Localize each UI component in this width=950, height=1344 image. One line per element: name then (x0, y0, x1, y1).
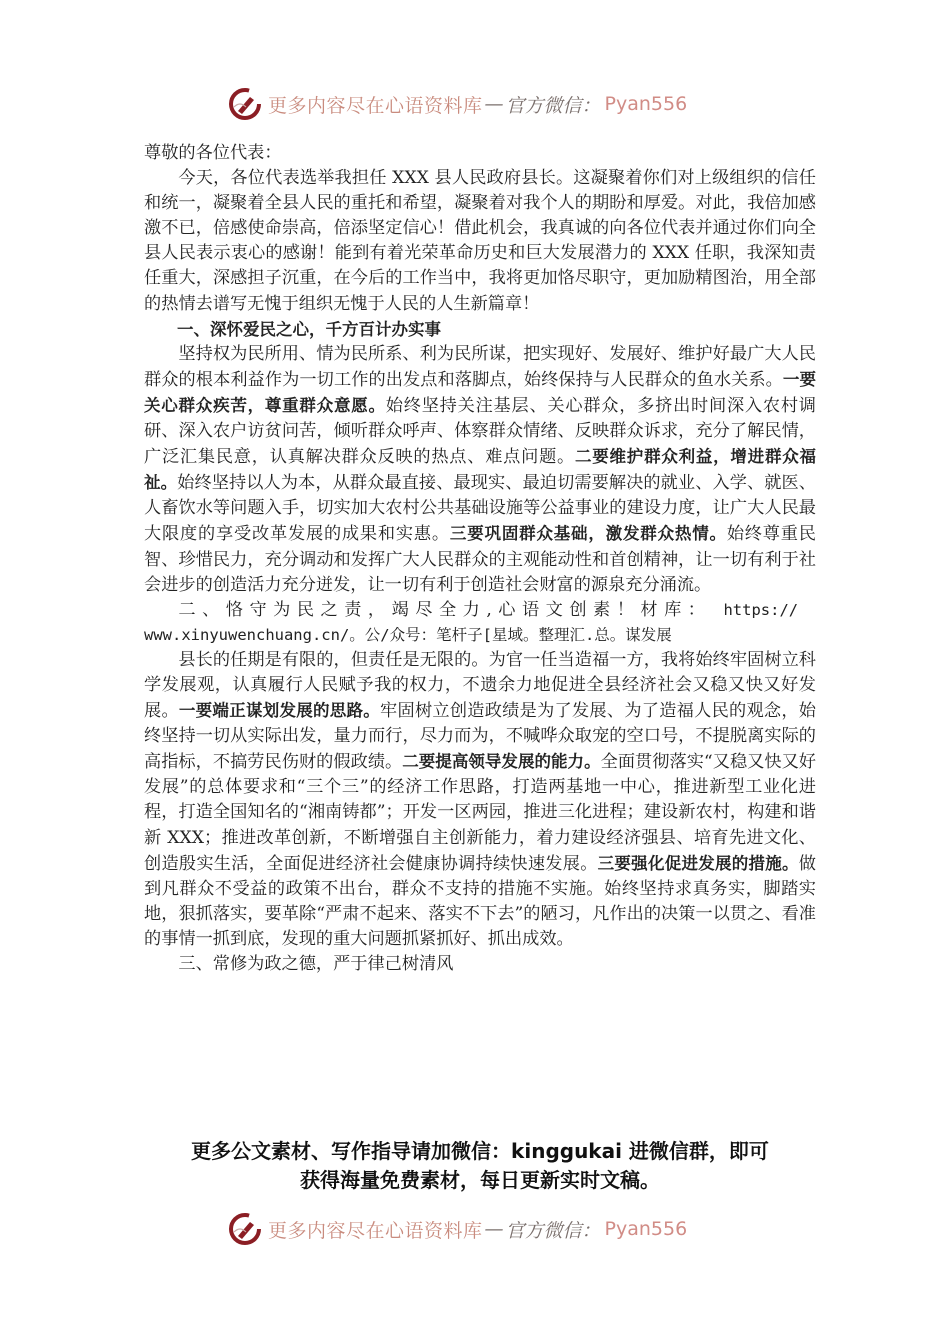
promo-line-1: 更多公文素材、写作指导请加微信：kinggukai 进微信群，即可 (191, 1139, 769, 1163)
key-point: 三要巩固群众基础，激发群众热情。 (449, 524, 727, 544)
banner-separator: — (484, 93, 504, 115)
key-point: 一要关心群众疾苦，尊重群众意愿。 (144, 369, 817, 415)
key-point: 三要强化促进发展的措施。 (597, 853, 799, 873)
promo-line-2: 获得海量免费素材，每日更新实时文稿。 (300, 1168, 660, 1192)
pen-logo-icon (228, 1212, 262, 1246)
banner-wechat-id: Pyan556 (604, 1218, 688, 1240)
section-2-paragraph: 县长的任期是有限的，但责任是无限的。为官一任当造福一方，我将始终牢固树立科学发展观，认真履行人民赋予我的权力，不遗余力地促进全县经济社会又稳又快又好发展。一要端正谋划发展的思路。牢固树立创造政绩是为了发展、为了造福人民的观念，始终坚持一切从实际出发，量力而行，尽力而为，不喊哗众取宠的空口号，不提脱离实际的高指标，不搞劳民伤财的假政绩。二要提高领导发展的能力。全面贯彻落实“又稳又快又好发展”的总体要求和“三个三”的经济工作思路，打造两基地一中心，推进新型工业化进程，打造全国知名的“湘南铸都”；开发一区两园，推进三化进程；建设新农村，构建和谐新 XXX；推进改革创新，不断增强自主创新能力，着力建设经济强县、培育先进文化、创造殷实生活，全面促进经济社会健康协调持续快速发展。三要强化促进发展的措施。做到凡群众不受益的政策不出台，群众不支持的措施不实施。始终坚持求真务实，脚踏实地，狠抓落实，要革除“严肃不起来、落实不下去”的陋习，凡作出的决策一以贯之、看准的事情一抓到底，发现的重大问题抓紧抓好、抓出成效。 (144, 649, 816, 949)
section-heading-3: 三、常修为政之德，严于律己树清风 (178, 954, 454, 974)
key-point: 二要提高领导发展的能力。 (402, 752, 601, 772)
footer-banner (228, 1209, 728, 1249)
key-point: 二要维护群众利益，增进群众福祉。 (144, 447, 816, 493)
banner-wechat-label: 官方微信： (505, 1219, 601, 1242)
section-heading-1: 一、深怀爱民之心，千方百计办实事 (177, 319, 441, 339)
url-text: https:// (723, 600, 799, 619)
intro-paragraph: 今天，各位代表选举我担任 XXX 县人民政府县长。这凝聚着你们对上级组织的信任和统一，凝聚着全县人民的重托和希望，凝聚着对我个人的期盼和厚爱。对此，我倍加感激不已，倍感使命崇高，倍添坚定信心！借此机会，我真诚的向各位代表并通过你们向全县人民表示衷心的感谢！能到有着光荣革命历史和巨大发展潜力的 XXX 任职，我深知责任重大，深感担子沉重，在今后的工作当中，我将更加恪尽职守，更加励精图治，用全部的热情去谱写无愧于组织无愧于人民的人生新篇章！ (144, 168, 816, 314)
banner-separator: — (484, 1218, 504, 1240)
key-point: 一要端正谋划发展的思路。 (178, 701, 381, 721)
salutation: 尊敬的各位代表： (144, 143, 282, 163)
promo-text (140, 1137, 820, 1195)
banner-wechat-id: Pyan556 (604, 93, 688, 115)
banner-site-text: 更多内容尽在心语资料库 (268, 94, 483, 117)
banner-site-text: 更多内容尽在心语资料库 (268, 1219, 483, 1242)
document-body (144, 141, 816, 977)
section-heading-2: 二、恪守为民之责，竭尽全力,心语文创素！材库： https:// (178, 599, 799, 620)
pen-logo-icon (228, 87, 262, 121)
section-1-paragraph: 坚持权为民所用、情为民所系、利为民所谋，把实现好、发展好、维护好最广大人民群众的根本利益作为一切工作的出发点和落脚点，始终保持与人民群众的鱼水关系。一要关心群众疾苦，尊重群众意愿。始终坚持关注基层、关心群众，多挤出时间深入农村调研、深入农户访贫问苦，倾听群众呼声、体察群众情绪、反映群众诉求，充分了解民情，广泛汇集民意，认真解决群众反映的热点、难点问题。二要维护群众利益，增进群众福祉。始终坚持以人为本，从群众最直接、最现实、最迫切需要解决的就业、入学、就医、人畜饮水等问题入手，切实加大农村公共基础设施等公益事业的建设力度，让广大人民最大限度的享受改革发展的成果和实惠。三要巩固群众基础，激发群众热情。始终尊重民智、珍惜民力，充分调动和发挥广大人民群众的主观能动性和首创精神，让一切有利于社会进步的创造活力充分迸发，让一切有利于创造社会财富的源泉充分涌流。 (144, 343, 817, 595)
header-banner (228, 84, 728, 124)
banner-wechat-label: 官方微信： (505, 94, 601, 117)
section-heading-2-continued: www.xinyuwenchuang.cn/。公/众号：笔杆子[星域。整理汇.总。谋发展 (144, 625, 672, 644)
